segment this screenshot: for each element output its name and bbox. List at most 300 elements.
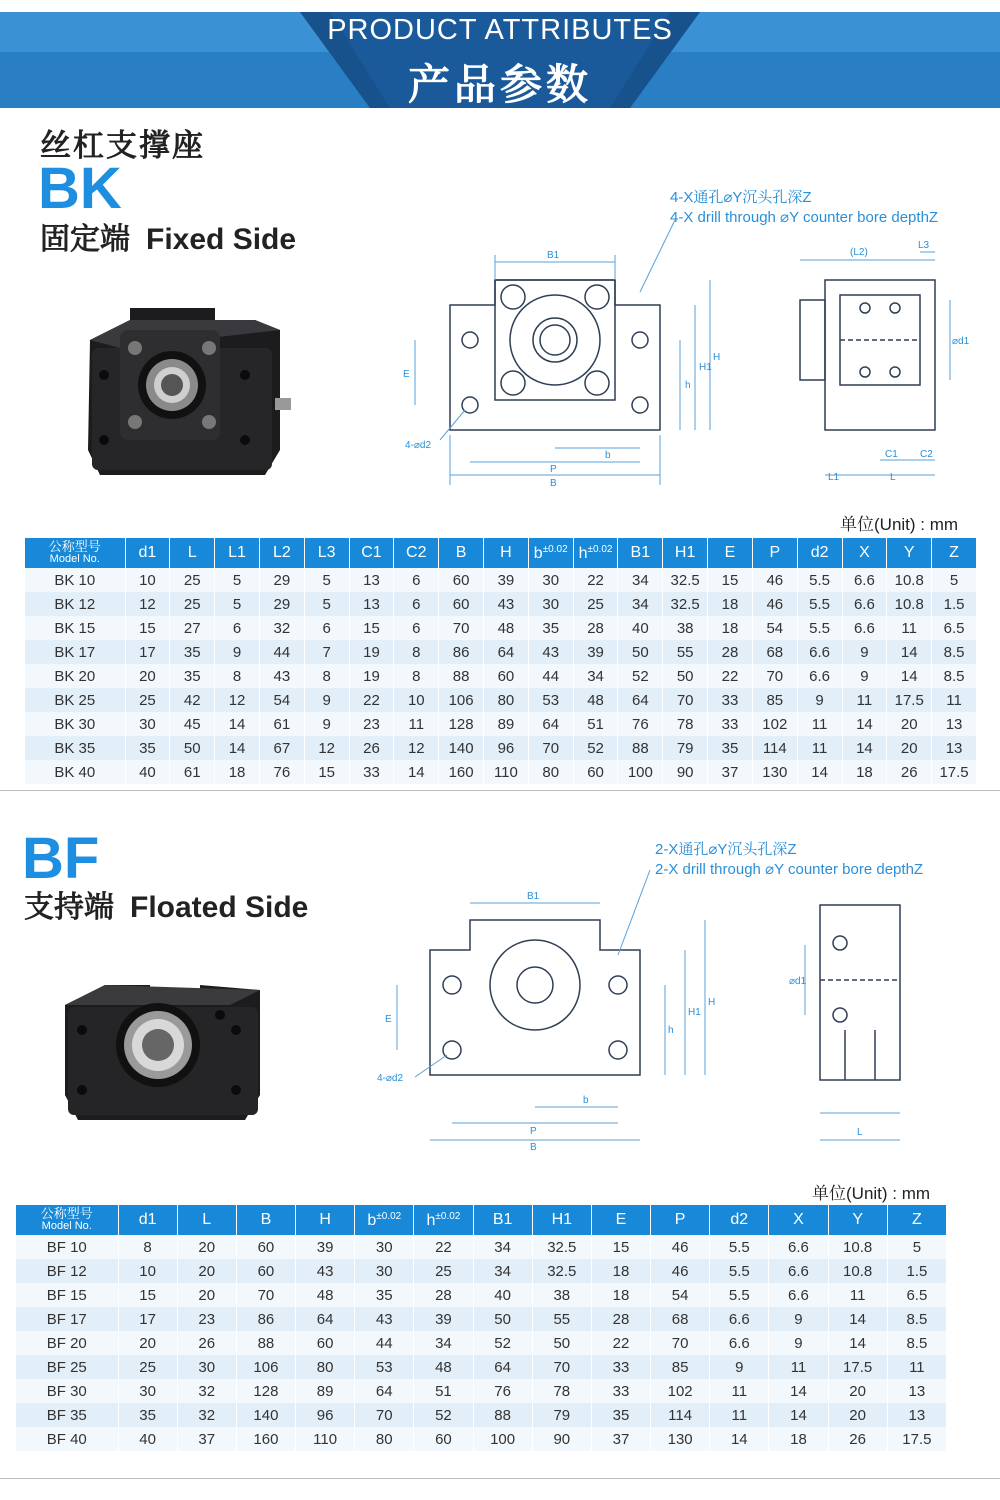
tolerance-label: ±0.02 [542,543,568,555]
value-cell: 64 [473,1355,532,1379]
value-cell: 78 [663,712,708,736]
value-cell: 6.6 [769,1235,828,1259]
value-cell: 88 [439,664,484,688]
bk-unit: 单位(Unit) : mm [840,515,959,534]
value-cell: 37 [177,1427,236,1451]
value-cell: 40 [118,1427,177,1451]
value-cell: 12 [394,736,439,760]
bk-dim-l3: L3 [918,240,930,251]
bf-header-h: $h^{\pm 0.02}$ [414,1205,473,1235]
table-row [25,592,977,616]
value-cell: 32.5 [663,568,708,592]
value-cell: 9 [797,688,842,712]
value-cell: 10 [118,1259,177,1283]
value-cell: 35 [528,616,573,640]
tolerance-label: ±0.02 [587,543,613,555]
value-cell: 13 [932,712,977,736]
value-cell: 17 [125,640,170,664]
bf-header-B1: B1 [473,1205,532,1235]
value-cell: 88 [236,1331,295,1355]
table-row [16,1283,947,1307]
value-cell: 100 [473,1427,532,1451]
value-cell: 89 [484,712,529,736]
value-cell: 44 [355,1331,414,1355]
value-cell: 18 [708,616,753,640]
value-cell: 8.5 [932,640,977,664]
model-label-en: Model No. [49,553,100,565]
value-cell: 67 [259,736,304,760]
value-cell: 76 [618,712,663,736]
value-cell: 40 [125,760,170,784]
value-cell: 14 [887,640,932,664]
value-cell: 19 [349,664,394,688]
value-cell: 6.6 [710,1307,769,1331]
tolerance-label: ±0.02 [435,1210,461,1222]
bk-dim-c1: C1 [885,449,898,460]
value-cell: 79 [663,736,708,760]
model-cell: BK 12 [25,592,125,616]
value-cell: 32.5 [532,1235,591,1259]
bk-header-L1: L1 [215,538,260,568]
value-cell: 18 [215,760,260,784]
value-cell: 30 [125,712,170,736]
table-row [16,1427,947,1451]
value-cell: 48 [484,616,529,640]
value-cell: 11 [769,1355,828,1379]
value-cell: 26 [177,1331,236,1355]
value-cell: 128 [439,712,484,736]
value-cell: 64 [528,712,573,736]
table-row [16,1235,947,1259]
value-cell: 50 [663,664,708,688]
value-cell: 39 [414,1307,473,1331]
value-cell: 5.5 [797,592,842,616]
bf-header-H1: H1 [532,1205,591,1235]
table-row [25,760,977,784]
value-cell: 27 [170,616,215,640]
model-cell: BK 25 [25,688,125,712]
value-cell: 8 [304,664,349,688]
value-cell: 11 [797,712,842,736]
value-cell: 6 [215,616,260,640]
bk-header-H: H [484,538,529,568]
value-cell: 29 [259,592,304,616]
value-cell: 6.5 [887,1283,946,1307]
bk-header-Y: Y [887,538,932,568]
value-cell: 52 [618,664,663,688]
model-label-zh: 公称型号 [48,539,101,554]
value-cell: 5.5 [710,1259,769,1283]
value-cell: 11 [797,736,842,760]
bf-header-Y: Y [828,1205,887,1235]
value-cell: 70 [752,664,797,688]
value-cell: 76 [259,760,304,784]
value-cell: 33 [708,688,753,712]
bf-dim-b: b [583,1095,589,1106]
value-cell: 48 [414,1355,473,1379]
bf-dim-p: P [530,1126,537,1137]
value-cell: 9 [304,688,349,712]
value-cell: 106 [439,688,484,712]
value-cell: 52 [414,1403,473,1427]
value-cell: 140 [439,736,484,760]
value-cell: 39 [296,1235,355,1259]
value-cell: 10.8 [887,592,932,616]
value-cell: 38 [532,1283,591,1307]
value-cell: 9 [710,1355,769,1379]
bf-product-photo [60,975,265,1125]
value-cell: 80 [296,1355,355,1379]
value-cell: 22 [414,1235,473,1259]
bk-note-zh: 4-X通孔⌀Y沉头孔深Z [670,189,812,206]
value-cell: 46 [752,568,797,592]
value-cell: 25 [125,688,170,712]
value-cell: 30 [355,1235,414,1259]
value-cell: 61 [170,760,215,784]
value-cell: 64 [296,1307,355,1331]
value-cell: 44 [528,664,573,688]
bk-note-en: 4-X drill through ⌀Y counter bore depthZ [670,209,939,226]
value-cell: 10 [394,688,439,712]
value-cell: 6.5 [932,616,977,640]
value-cell: 30 [177,1355,236,1379]
bk-side-zh: 固定端 [40,222,130,257]
value-cell: 14 [842,712,887,736]
value-cell: 11 [887,616,932,640]
bk-header-B1: B1 [618,538,663,568]
bk-header-C1: C1 [349,538,394,568]
value-cell: 28 [591,1307,650,1331]
value-cell: 160 [439,760,484,784]
bk-note [670,188,938,228]
value-cell: 34 [618,592,663,616]
value-cell: 70 [439,616,484,640]
value-cell: 8 [394,664,439,688]
value-cell: 35 [170,664,215,688]
table-row [16,1259,947,1283]
value-cell: 15 [708,568,753,592]
value-cell: 68 [651,1307,710,1331]
header-banner [0,0,1000,108]
bf-header-Z: Z [887,1205,946,1235]
value-cell: 46 [651,1259,710,1283]
value-cell: 38 [663,616,708,640]
value-cell: 80 [528,760,573,784]
value-cell: 23 [177,1307,236,1331]
value-cell: 50 [618,640,663,664]
value-cell: 35 [591,1403,650,1427]
value-cell: 79 [532,1403,591,1427]
value-cell: 7 [304,640,349,664]
value-cell: 13 [887,1403,946,1427]
table-row [16,1331,947,1355]
value-cell: 22 [591,1331,650,1355]
model-cell: BF 10 [16,1235,118,1259]
value-cell: 10.8 [828,1235,887,1259]
value-cell: 14 [710,1427,769,1451]
value-cell: 5.5 [797,568,842,592]
table-row [16,1403,947,1427]
value-cell: 43 [296,1259,355,1283]
table-row [25,688,977,712]
bk-dim-h: h [685,380,691,391]
value-cell: 17.5 [828,1355,887,1379]
value-cell: 20 [828,1403,887,1427]
value-cell: 30 [528,592,573,616]
value-cell: 45 [170,712,215,736]
section-divider [0,790,1000,791]
value-cell: 33 [708,712,753,736]
model-cell: BK 10 [25,568,125,592]
value-cell: 8 [118,1235,177,1259]
value-cell: 20 [177,1259,236,1283]
value-cell: 60 [236,1235,295,1259]
value-cell: 5 [215,568,260,592]
bf-side-title [24,882,308,926]
value-cell: 5.5 [710,1235,769,1259]
value-cell: 64 [355,1379,414,1403]
table-row [25,664,977,688]
value-cell: 5 [215,592,260,616]
value-cell: 60 [296,1331,355,1355]
value-cell: 46 [651,1235,710,1259]
bk-header-P: P [752,538,797,568]
bk-header-L: L [170,538,215,568]
value-cell: 25 [170,568,215,592]
value-cell: 10 [125,568,170,592]
value-cell: 54 [752,616,797,640]
value-cell: 60 [573,760,618,784]
value-cell: 52 [473,1331,532,1355]
bf-header-b: $b^{\pm 0.02}$ [355,1205,414,1235]
bk-front-drawing [395,240,721,505]
value-cell: 35 [118,1403,177,1427]
value-cell: 90 [532,1427,591,1451]
bk-header-L3: L3 [304,538,349,568]
banner-title-en: PRODUCT ATTRIBUTES [327,14,673,46]
bk-header-E: E [708,538,753,568]
value-cell: 106 [236,1355,295,1379]
value-cell: 28 [414,1283,473,1307]
value-cell: 60 [439,592,484,616]
value-cell: 26 [349,736,394,760]
value-cell: 33 [591,1355,650,1379]
value-cell: 35 [355,1283,414,1307]
table-row [25,640,977,664]
value-cell: 11 [710,1379,769,1403]
bk-header-X: X [842,538,887,568]
value-cell: 86 [236,1307,295,1331]
bk-dim-B: B [550,478,557,489]
value-cell: 18 [591,1259,650,1283]
bk-dim-L: L [890,472,896,483]
value-cell: 43 [355,1307,414,1331]
value-cell: 64 [484,640,529,664]
bk-dim-b1: B1 [547,250,560,261]
value-cell: 85 [651,1355,710,1379]
value-cell: 34 [473,1235,532,1259]
value-cell: 53 [355,1355,414,1379]
value-cell: 28 [573,616,618,640]
value-cell: 14 [828,1307,887,1331]
value-cell: 80 [484,688,529,712]
value-cell: 22 [573,568,618,592]
table-row [16,1379,947,1403]
value-cell: 5 [304,568,349,592]
bk-dim-l1: L1 [828,472,840,483]
value-cell: 6 [304,616,349,640]
bk-dim-p: P [550,464,557,475]
value-cell: 34 [414,1331,473,1355]
value-cell: 70 [532,1355,591,1379]
value-cell: 14 [797,760,842,784]
value-cell: 160 [236,1427,295,1451]
bf-header-d1: d1 [118,1205,177,1235]
value-cell: 9 [769,1331,828,1355]
value-cell: 5.5 [710,1283,769,1307]
value-cell: 53 [528,688,573,712]
value-cell: 8.5 [887,1331,946,1355]
bk-side-drawing [780,240,970,490]
value-cell: 35 [170,640,215,664]
value-cell: 20 [177,1235,236,1259]
value-cell: 18 [708,592,753,616]
value-cell: 54 [651,1283,710,1307]
value-cell: 32 [259,616,304,640]
value-cell: 6.6 [842,592,887,616]
value-cell: 90 [663,760,708,784]
value-cell: 18 [842,760,887,784]
value-cell: 14 [394,760,439,784]
bk-dim-d1: ⌀d1 [952,336,970,347]
bk-header-Z: Z [932,538,977,568]
value-cell: 70 [236,1283,295,1307]
value-cell: 11 [394,712,439,736]
value-cell: 55 [663,640,708,664]
value-cell: 76 [473,1379,532,1403]
model-cell: BK 40 [25,760,125,784]
value-cell: 25 [573,592,618,616]
value-cell: 20 [887,712,932,736]
table-row [25,616,977,640]
model-cell: BF 15 [16,1283,118,1307]
bk-code: BK [38,156,122,221]
value-cell: 88 [473,1403,532,1427]
bf-dim-b1: B1 [527,891,540,902]
value-cell: 25 [170,592,215,616]
banner-title-zh: 产品参数 [407,60,592,109]
value-cell: 37 [708,760,753,784]
bf-dim-B: B [530,1142,537,1153]
value-cell: 80 [355,1427,414,1451]
value-cell: 39 [573,640,618,664]
value-cell: 17.5 [932,760,977,784]
bf-dim-e: E [385,1014,392,1025]
value-cell: 50 [532,1331,591,1355]
value-cell: 78 [532,1379,591,1403]
value-cell: 39 [484,568,529,592]
value-cell: 40 [473,1283,532,1307]
bf-note-zh: 2-X通孔⌀Y沉头孔深Z [655,841,797,858]
value-cell: 37 [591,1427,650,1451]
value-cell: 34 [573,664,618,688]
value-cell: 8 [394,640,439,664]
bk-header-C2: C2 [394,538,439,568]
value-cell: 9 [842,640,887,664]
model-cell: BF 40 [16,1427,118,1451]
bf-dim-h1: H1 [688,1007,701,1018]
value-cell: 43 [484,592,529,616]
value-cell: 26 [828,1427,887,1451]
value-cell: 11 [842,688,887,712]
model-cell: BK 15 [25,616,125,640]
bf-spec-table [16,1205,947,1451]
value-cell: 55 [532,1307,591,1331]
bk-dim-e: E [403,369,410,380]
value-cell: 54 [259,688,304,712]
value-cell: 9 [842,664,887,688]
bk-header-b: $b^{\pm 0.02}$ [528,538,573,568]
bk-dim-l2: (L2) [850,247,868,258]
bf-header-B: B [236,1205,295,1235]
bk-header-h: $h^{\pm 0.02}$ [573,538,618,568]
value-cell: 30 [528,568,573,592]
value-cell: 70 [651,1331,710,1355]
value-cell: 89 [296,1379,355,1403]
value-cell: 14 [215,712,260,736]
value-cell: 22 [708,664,753,688]
value-cell: 13 [887,1379,946,1403]
bk-dim-b: b [605,450,611,461]
bk-header-B: B [439,538,484,568]
table-row [25,736,977,760]
value-cell: 128 [236,1379,295,1403]
value-cell: 20 [887,736,932,760]
value-cell: 48 [573,688,618,712]
value-cell: 11 [710,1403,769,1427]
value-cell: 14 [887,664,932,688]
bf-header-P: P [651,1205,710,1235]
value-cell: 6 [394,568,439,592]
value-cell: 34 [473,1259,532,1283]
value-cell: 6.6 [842,616,887,640]
bk-header-d1: d1 [125,538,170,568]
bf-dim-d2: 4-⌀d2 [377,1073,404,1084]
bf-header-X: X [769,1205,828,1235]
bk-side-title [40,214,296,258]
bf-note [655,840,923,880]
value-cell: 33 [349,760,394,784]
value-cell: 10.8 [828,1259,887,1283]
bk-subtitle: 丝杠支撑座 [40,128,205,164]
value-cell: 11 [828,1283,887,1307]
model-cell: BF 30 [16,1379,118,1403]
bf-side-drawing [785,900,915,1145]
value-cell: 51 [573,712,618,736]
value-cell: 14 [769,1379,828,1403]
model-cell: BK 20 [25,664,125,688]
value-cell: 8 [215,664,260,688]
value-cell: 15 [591,1235,650,1259]
bf-dim-d1: ⌀d1 [789,976,807,987]
value-cell: 110 [484,760,529,784]
value-cell: 60 [414,1427,473,1451]
value-cell: 5 [932,568,977,592]
model-cell: BF 12 [16,1259,118,1283]
value-cell: 23 [349,712,394,736]
value-cell: 35 [708,736,753,760]
value-cell: 140 [236,1403,295,1427]
